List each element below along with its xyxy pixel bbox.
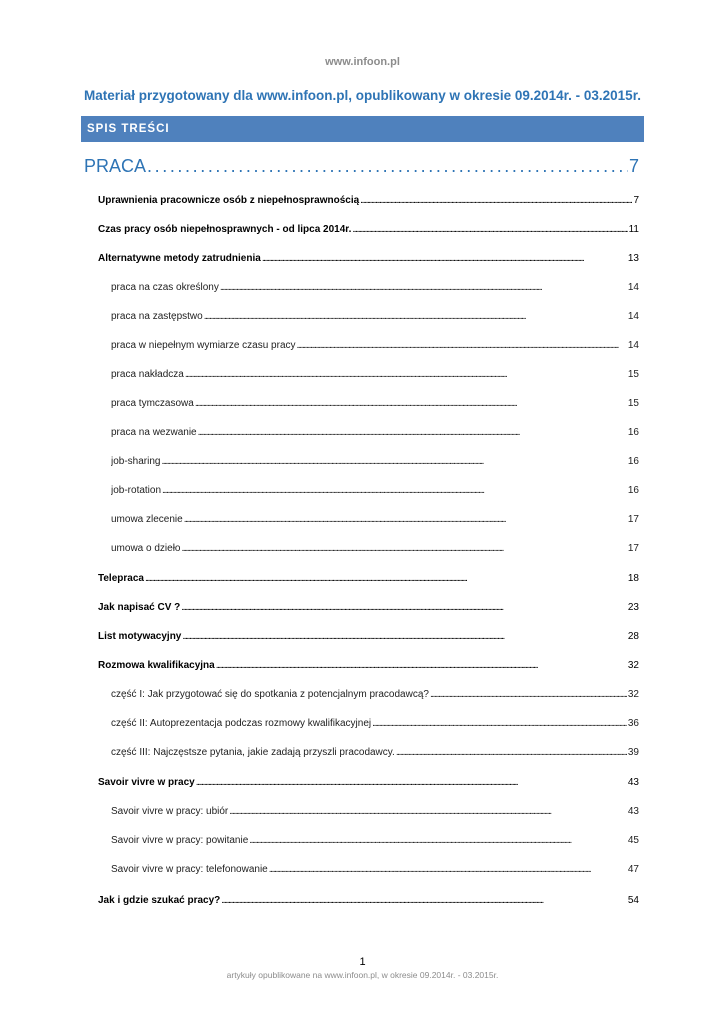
toc-leader-dots	[185, 369, 627, 380]
toc-leader-dots	[297, 340, 627, 351]
toc-page-number: 16	[627, 456, 639, 467]
toc-page-number: 14	[627, 311, 639, 322]
toc-entry-text: umowa zlecenie	[111, 514, 183, 525]
toc-entry-text: umowa o dzieło	[111, 543, 181, 554]
toc-heading[interactable]	[84, 156, 639, 180]
toc-subsection[interactable]	[111, 718, 639, 732]
toc-entry-text: Savoir vivre w pracy: ubiór	[111, 806, 229, 817]
toc-page-number: 32	[627, 689, 639, 700]
toc-entry-text: Savoir vivre w pracy	[98, 777, 195, 788]
toc-entry-text: job-sharing	[111, 456, 161, 467]
toc-subsection[interactable]	[111, 864, 639, 878]
toc-entry-text: część I: Jak przygotować się do spotkania z potencjalnym pracodawcą?	[111, 689, 429, 700]
toc-leader-dots	[181, 602, 627, 613]
toc-entry-text: Uprawnienia pracownicze osób z niepełnosprawnością	[98, 195, 360, 206]
toc-page-number: 15	[627, 369, 639, 380]
toc-leader-dots	[430, 689, 627, 700]
toc-leader-dots	[372, 718, 627, 729]
toc-entry-text: List motywacyjny	[98, 631, 182, 642]
toc-leader-dots	[196, 777, 627, 788]
toc-entry-text: praca na zastępstwo	[111, 311, 203, 322]
toc-leader-dots	[181, 543, 626, 554]
toc-page-number: 7	[628, 156, 639, 176]
toc-leader-dots	[198, 427, 627, 438]
toc-entry-text: praca na wezwanie	[111, 427, 197, 438]
toc-section[interactable]	[98, 602, 639, 616]
toc-subsection[interactable]	[111, 806, 639, 820]
toc-page-number: 14	[627, 282, 639, 293]
toc-leader-dots	[360, 195, 632, 206]
toc-subsection[interactable]	[111, 485, 639, 499]
toc-leader-dots	[269, 864, 627, 875]
toc-entry-text: Czas pracy osób niepełnosprawnych - od lipca 2014r.	[98, 224, 352, 235]
toc-section[interactable]	[98, 660, 639, 674]
toc-entry-text: część II: Autoprezentacja podczas rozmowy kwalifikacyjnej	[111, 718, 372, 729]
toc-page-number: 7	[633, 195, 639, 206]
header-url: www.infoon.pl	[325, 56, 400, 68]
toc-entry-text: praca tymczasowa	[111, 398, 194, 409]
toc-leader-dots	[249, 835, 627, 846]
toc-page-number: 54	[627, 895, 639, 906]
toc-leader-dots	[220, 282, 627, 293]
toc-leader-dots	[184, 514, 627, 525]
toc-entry-text: praca na czas określony	[111, 282, 219, 293]
toc-entry-text: część III: Najczęstsze pytania, jakie zadają przyszli pracodawcy.	[111, 747, 395, 758]
toc-subsection[interactable]	[111, 427, 639, 441]
toc-page-number: 23	[627, 602, 639, 613]
toc-leader-dots	[352, 224, 627, 235]
toc-leader-dots	[204, 311, 627, 322]
toc-page-number: 15	[627, 398, 639, 409]
toc-leader-dots	[147, 156, 628, 177]
toc-page-number: 14	[627, 340, 639, 351]
toc-entry-text: Alternatywne metody zatrudnienia	[98, 253, 261, 264]
toc-page-number: 47	[627, 864, 639, 875]
toc-subsection[interactable]	[111, 369, 639, 383]
toc-entry-text: praca nakładcza	[111, 369, 184, 380]
toc-section[interactable]	[98, 573, 639, 587]
toc-entry-text: Telepraca	[98, 573, 144, 584]
toc-subsection[interactable]	[111, 747, 639, 761]
toc-page-number: 16	[627, 485, 639, 496]
toc-page-number: 43	[627, 806, 639, 817]
toc-page-number: 11	[628, 224, 639, 235]
toc-section[interactable]	[98, 253, 639, 267]
toc-page-number: 39	[627, 747, 639, 758]
toc-entry-text: Savoir vivre w pracy: telefonowanie	[111, 864, 268, 875]
toc-leader-dots	[221, 895, 627, 906]
toc-page-number: 43	[627, 777, 639, 788]
toc-leader-dots	[182, 631, 627, 642]
toc-leader-dots	[145, 573, 627, 584]
toc-page-number: 17	[627, 514, 639, 525]
toc-entry-text: Savoir vivre w pracy: powitanie	[111, 835, 249, 846]
toc-subsection[interactable]	[111, 456, 639, 470]
toc-subsection[interactable]	[111, 835, 639, 849]
toc-page-number: 13	[627, 253, 639, 264]
toc-page-number: 28	[627, 631, 639, 642]
toc-leader-dots	[195, 398, 627, 409]
toc-title: SPIS TREŚCI	[81, 116, 644, 142]
toc-page-number: 36	[627, 718, 639, 729]
toc-leader-dots	[229, 806, 627, 817]
toc-page-number: 32	[627, 660, 639, 671]
toc-entry-text: job-rotation	[111, 485, 162, 496]
toc-page-number: 16	[627, 427, 639, 438]
toc-entry-text: praca w niepełnym wymiarze czasu pracy	[111, 340, 296, 351]
toc-section[interactable]	[98, 224, 639, 238]
footer-text: artykuły opublikowane na www.infoon.pl, w okresie 09.2014r. - 03.2015r.	[226, 970, 499, 980]
toc-entry-text: Jak i gdzie szukać pracy?	[98, 895, 221, 906]
page-number: 1	[359, 956, 366, 968]
toc-subsection[interactable]	[111, 514, 639, 528]
toc-leader-dots	[162, 485, 627, 496]
toc-subsection[interactable]	[111, 543, 639, 557]
toc-subsection[interactable]	[111, 311, 639, 325]
toc-section[interactable]	[98, 631, 639, 645]
toc-page-number: 17	[627, 543, 639, 554]
toc-section[interactable]	[98, 195, 639, 209]
toc-page-number: 45	[627, 835, 639, 846]
toc-entry-text: Jak napisać CV ?	[98, 602, 181, 613]
toc-leader-dots	[216, 660, 627, 671]
toc-subsection[interactable]	[111, 340, 639, 354]
toc-leader-dots	[161, 456, 626, 467]
toc-subsection[interactable]	[111, 282, 639, 296]
toc-subsection[interactable]	[111, 689, 639, 703]
document-subtitle: Materiał przygotowany dla www.infoon.pl, opublikowany w okresie 09.2014r. - 03.2015r.	[84, 88, 641, 103]
toc-section[interactable]	[98, 777, 639, 791]
toc-leader-dots	[262, 253, 627, 264]
toc-section[interactable]	[98, 895, 639, 909]
toc-entry-text: Rozmowa kwalifikacyjna	[98, 660, 215, 671]
toc-page-number: 18	[627, 573, 639, 584]
toc-leader-dots	[396, 747, 627, 758]
toc-subsection[interactable]	[111, 398, 639, 412]
toc-entry-text: PRACA	[84, 156, 147, 176]
